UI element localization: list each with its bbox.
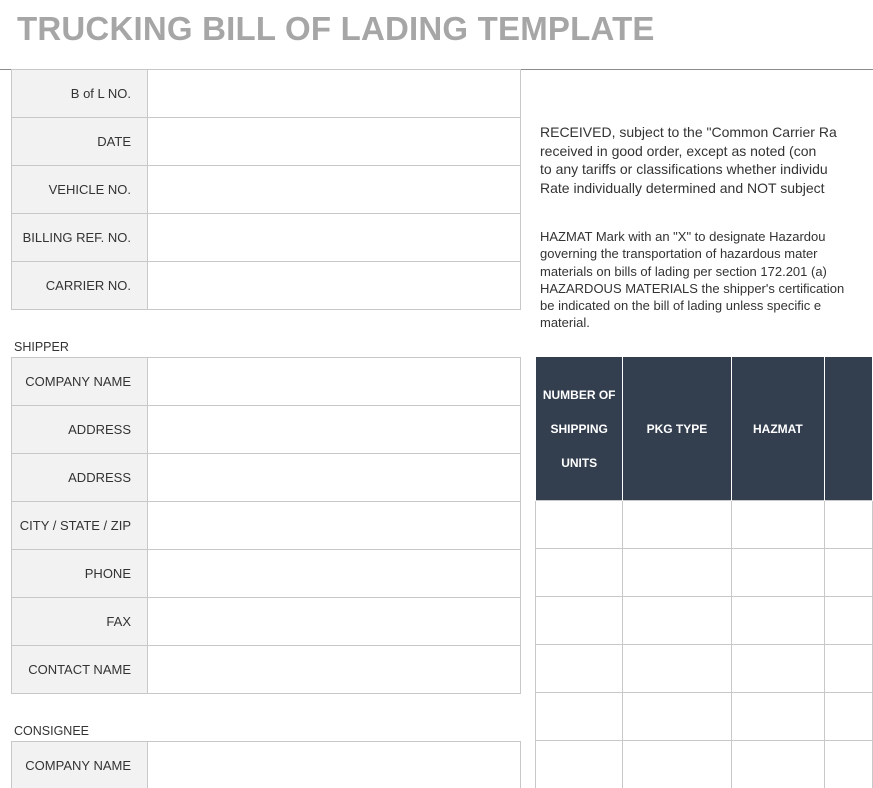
vehicle-number-field[interactable] (148, 166, 521, 214)
field-label: FAX (12, 598, 148, 646)
date-field[interactable] (148, 118, 521, 166)
form-row (12, 502, 521, 550)
field-label: PHONE (12, 550, 148, 598)
form-row (12, 214, 521, 262)
field-label: CARRIER NO. (12, 262, 148, 310)
carrier-number-field[interactable] (148, 262, 521, 310)
table-cell[interactable] (623, 693, 731, 741)
table-cell[interactable] (536, 693, 623, 741)
table-cell[interactable] (825, 501, 873, 549)
field-label: COMPANY NAME (12, 358, 148, 406)
form-row (12, 358, 521, 406)
form-row (12, 70, 521, 118)
shipper-fax-field[interactable] (148, 598, 521, 646)
form-row (12, 598, 521, 646)
table-cell[interactable] (825, 549, 873, 597)
form-row (12, 742, 521, 788)
note-line: governing the transportation of hazardous mater (540, 246, 818, 262)
field-label: DATE (12, 118, 148, 166)
column-header-extra (825, 357, 873, 501)
received-terms-note (540, 123, 873, 197)
form-row (12, 406, 521, 454)
header-line: PKG TYPE (646, 421, 708, 436)
shipper-phone-field[interactable] (148, 550, 521, 598)
shipper-company-field[interactable] (148, 358, 521, 406)
header-line: SHIPPING (550, 421, 608, 436)
field-label: BILLING REF. NO. (12, 214, 148, 262)
table-cell[interactable] (731, 645, 825, 693)
table-row (536, 741, 873, 788)
header-fields-table (11, 69, 521, 310)
note-line: RECEIVED, subject to the "Common Carrier Ra (540, 124, 837, 140)
table-cell[interactable] (825, 645, 873, 693)
header-line: HAZMAT (752, 421, 803, 436)
table-cell[interactable] (536, 645, 623, 693)
shipper-section-label: SHIPPER (14, 340, 69, 354)
shipper-table (11, 357, 521, 694)
table-cell[interactable] (623, 549, 731, 597)
shipment-table-header (536, 357, 873, 501)
table-cell[interactable] (825, 693, 873, 741)
header-line: NUMBER OF (542, 387, 616, 402)
table-cell[interactable] (536, 501, 623, 549)
header-line: UNITS (561, 455, 598, 470)
page-title: TRUCKING BILL OF LADING TEMPLATE (17, 10, 655, 47)
column-header-hazmat (731, 357, 825, 501)
shipper-city-state-zip-field[interactable] (148, 502, 521, 550)
shipment-table (535, 357, 873, 788)
consignee-company-field[interactable] (148, 742, 521, 788)
note-line: materials on bills of lading per section 172.201 (a) (540, 263, 827, 279)
table-cell[interactable] (825, 741, 873, 788)
table-row (536, 597, 873, 645)
form-row (12, 646, 521, 694)
shipper-contact-field[interactable] (148, 646, 521, 694)
table-cell[interactable] (536, 741, 623, 788)
field-label: CONTACT NAME (12, 646, 148, 694)
field-label: ADDRESS (12, 406, 148, 454)
table-cell[interactable] (731, 693, 825, 741)
form-row (12, 550, 521, 598)
field-label: COMPANY NAME (12, 742, 148, 788)
table-cell[interactable] (731, 741, 825, 788)
table-cell[interactable] (623, 741, 731, 788)
note-line: to any tariffs or classifications whether individu (540, 161, 828, 177)
table-cell[interactable] (731, 597, 825, 645)
column-header-shipping-units (536, 357, 623, 501)
note-line: be indicated on the bill of lading unless specific e (540, 298, 822, 314)
field-label: ADDRESS (12, 454, 148, 502)
note-line: received in good order, except as noted (con (540, 142, 817, 159)
bol-number-field[interactable] (148, 70, 521, 118)
table-row (536, 645, 873, 693)
shipper-address2-field[interactable] (148, 454, 521, 502)
table-cell[interactable] (825, 597, 873, 645)
table-cell[interactable] (623, 501, 731, 549)
table-cell[interactable] (536, 549, 623, 597)
field-label: B of L NO. (12, 70, 148, 118)
form-row (12, 262, 521, 310)
form-row (12, 166, 521, 214)
consignee-section-label: CONSIGNEE (14, 724, 90, 738)
table-row (536, 501, 873, 549)
column-header-pkg-type (623, 357, 731, 501)
consignee-table (11, 741, 521, 788)
form-row (12, 118, 521, 166)
table-row (536, 549, 873, 597)
note-line: HAZMAT Mark with an "X" to designate Hazardou (540, 229, 826, 244)
table-cell[interactable] (623, 645, 731, 693)
field-label: CITY / STATE / ZIP (12, 502, 148, 550)
table-row (536, 693, 873, 741)
note-line: material. (540, 315, 590, 331)
note-line: HAZARDOUS MATERIALS the shipper's certification (540, 280, 845, 296)
table-cell[interactable] (731, 549, 825, 597)
shipper-address-field[interactable] (148, 406, 521, 454)
billing-ref-field[interactable] (148, 214, 521, 262)
note-line: Rate individually determined and NOT subject (540, 179, 825, 196)
hazmat-note (540, 228, 873, 332)
field-label: VEHICLE NO. (12, 166, 148, 214)
table-cell[interactable] (623, 597, 731, 645)
table-cell[interactable] (536, 597, 623, 645)
form-row (12, 454, 521, 502)
table-cell[interactable] (731, 501, 825, 549)
